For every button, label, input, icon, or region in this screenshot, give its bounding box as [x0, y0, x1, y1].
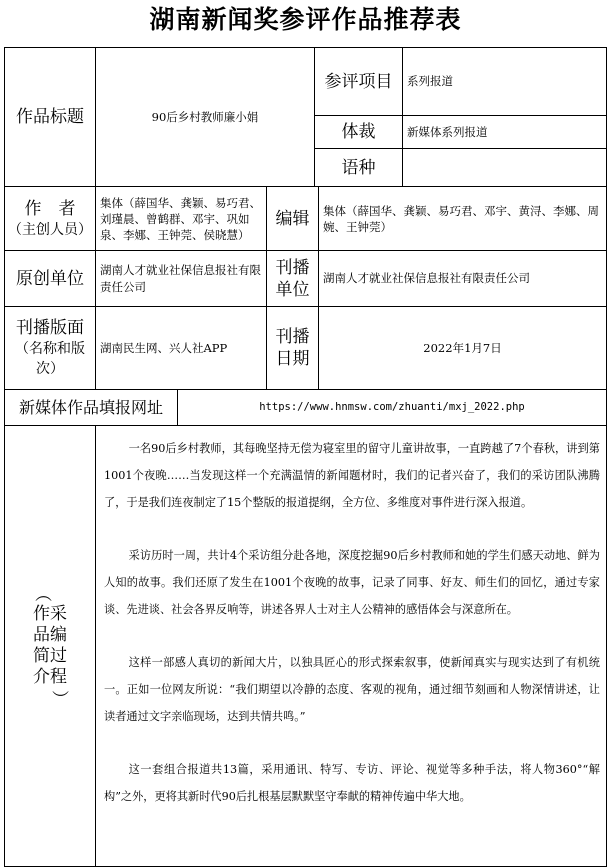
intro-paragraph: 这样一部感人真切的新闻大片，以独具匠心的形式探索叙事，使新闻真实与现实达到了有机统一。正如一位网友所说：“我们期望以冷静的态度、客观的视角，通过细节刻画和人物深情讲述，让读者通过文字亲临现场，达到共情共鸣。”	[104, 656, 600, 723]
publish-date-value: 2022年1月7日	[423, 340, 502, 355]
intro-label-char: 编	[50, 625, 67, 645]
genre-value: 新媒体系列报道	[407, 124, 488, 139]
edition-label-line2: （名称和版	[15, 341, 85, 357]
author-label	[5, 187, 95, 250]
work-title-label: 作品标题	[16, 107, 84, 127]
editor-value: 集体（薛国华、龚颖、易巧君、邓宇、黄浔、李娜、周婉、王钟莞）	[323, 203, 599, 234]
intro-label-char: 程	[50, 667, 67, 687]
edition-label	[5, 307, 95, 389]
intro-label-char: 品	[33, 625, 50, 645]
publish-date-label-line1: 刊播	[275, 327, 310, 347]
intro-label	[5, 426, 95, 866]
publish-date-label	[267, 307, 318, 389]
intro-paren-close: ）	[49, 690, 69, 707]
genre-label: 体裁	[341, 122, 376, 142]
table-border-right	[606, 47, 607, 867]
category-label: 参评项目	[324, 71, 393, 92]
col-divider	[95, 425, 96, 866]
author-label-line1: 作 者	[24, 198, 76, 219]
intro-label-right-col	[50, 583, 67, 709]
category-value: 系列报道	[407, 74, 453, 88]
url-value[interactable]: https://www.hnmsw.com/zhuanti/mxj_2022.php	[259, 401, 525, 413]
author-label-line2: （主创人员）	[8, 221, 92, 238]
intro-label-char: 介	[33, 667, 50, 687]
intro-paragraph: 采访历时一周，共计4个采访组分赴各地，深度挖掘90后乡村教师和她的学生们感天动地、鲜为人知的故事。我们还原了发生在1001个夜晚的故事，记录了同事、好友、师生们的回忆，通过专家谈、先进谈、社会各界反响等，讲述各界人士对主人公精神的感悟体会与深意所在。	[104, 549, 600, 616]
language-value	[403, 149, 606, 186]
work-title-value: 90后乡村教师廉小娟	[151, 109, 259, 124]
language-label: 语种	[341, 157, 376, 178]
editor-label: 编辑	[275, 208, 310, 229]
intro-label-char: 采	[50, 604, 67, 624]
origin-unit-value: 湖南人才就业社保信息报社有限责任公司	[100, 262, 261, 294]
intro-label-char: 作	[33, 604, 50, 624]
intro-body	[104, 435, 600, 810]
url-label: 新媒体作品填报网址	[18, 397, 163, 417]
publish-unit-label-line1: 刊播	[275, 257, 310, 278]
intro-label-char: 过	[50, 646, 67, 666]
origin-unit-label: 原创单位	[16, 268, 84, 289]
form-title: 湖南新闻奖参评作品推荐表	[149, 5, 462, 34]
intro-label-char: 简	[33, 646, 50, 666]
table-border-bottom	[4, 866, 607, 867]
publish-unit-value: 湖南人才就业社保信息报社有限责任公司	[323, 271, 530, 285]
edition-label-line1: 刊播版面	[16, 318, 84, 338]
edition-value: 湖南民生网、兴人社APP	[100, 340, 228, 355]
intro-paragraph: 一名90后乡村教师，其每晚坚持无偿为寝室里的留守儿童讲故事，一直跨越了7个春秋，讲到第1001个夜晚……当发现这样一个充满温情的新闻题材时，我们的记者兴奋了，我们的采访团队沸腾了，于是我们连夜制定了15个整版的报道提纲，全方位、多维度对事件进行深入报道。	[104, 442, 600, 509]
publish-date-label-line2: 日期	[275, 349, 310, 369]
intro-paren-open: （	[32, 585, 52, 602]
author-value: 集体（薛国华、龚颖、易巧君、刘瑾晨、曾鹤群、邓宇、巩如泉、李娜、王钟莞、侯晓慧）	[100, 195, 261, 242]
publish-unit-label-line2: 单位	[275, 279, 310, 300]
intro-paragraph: 这一套组合报道共13篇，采用通讯、特写、专访、评论、视觉等多种手法，将人物360°“解构”之外，更将其新时代90后扎根基层默默坚守奉献的精神传遍中华大地。	[104, 763, 600, 803]
intro-label-columns	[33, 583, 67, 709]
edition-label-line3: 次）	[36, 361, 64, 377]
publish-unit-label	[267, 251, 318, 306]
recommendation-table	[4, 47, 607, 867]
